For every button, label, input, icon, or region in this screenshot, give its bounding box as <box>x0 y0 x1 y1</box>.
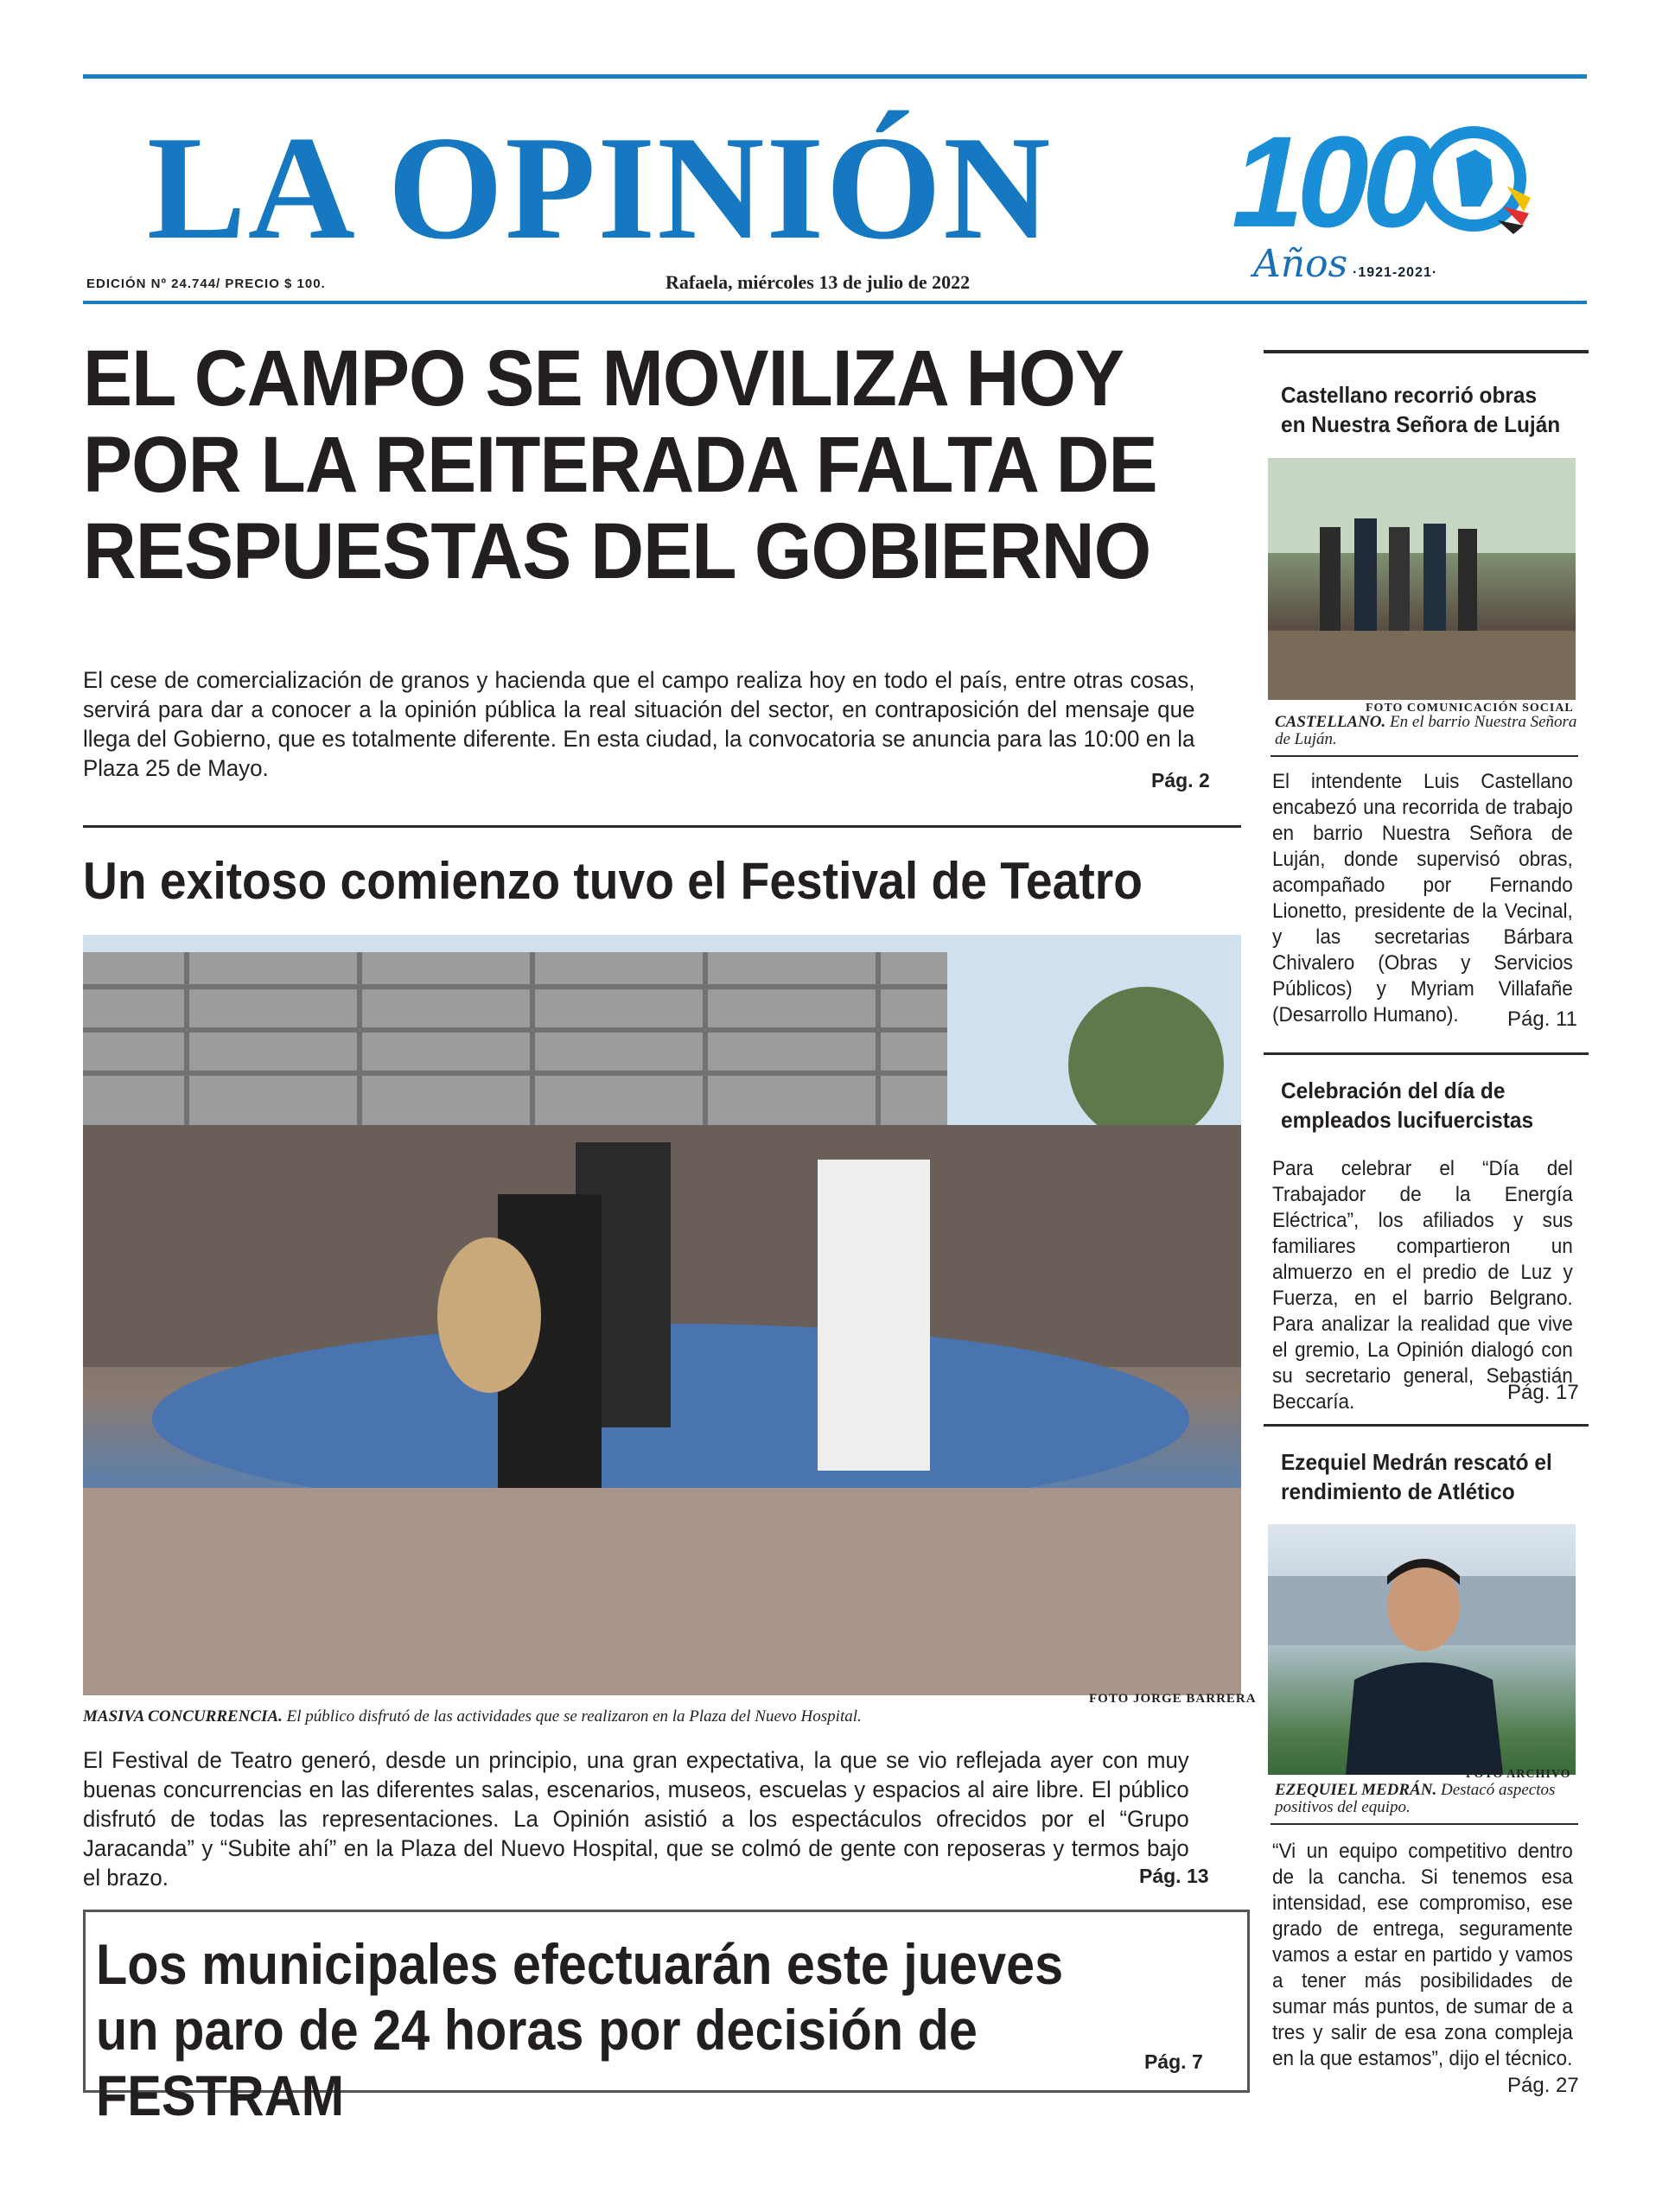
medran-body: “Vi un equipo competitivo dentro de la cancha. Si tenemos esa intensidad, ese compromiso, ese grado de entrega, seguramente vamos a estar en partido y vamos a tener más posibilidades de sumar más puntos, de sumar de a tres y salir de esa zona compleja en la que estamos”, dijo el técnico. <box>1272 1840 1573 2070</box>
castellano-photo <box>1268 458 1576 700</box>
festival-caption <box>83 1707 1241 1726</box>
municipales-headline: Los municipales efectuarán este jueves un paro de 24 horas por decisión de FESTRAM <box>96 1932 1064 2127</box>
medran-caption-bold: EZEQUIEL MEDRÁN. <box>1275 1781 1437 1799</box>
sidebar-rule-1 <box>1264 350 1589 353</box>
festival-photo-credit: FOTO JORGE BARRERA <box>1089 1692 1257 1706</box>
masthead-top-rule <box>83 74 1587 79</box>
castellano-photo-credit: FOTO COMUNICACIÓN SOCIAL <box>1366 702 1574 715</box>
medran-page-ref: Pág. 27 <box>1507 2074 1579 2097</box>
municipales-box <box>83 1910 1250 2127</box>
badge-years: ·1921-2021· <box>1353 265 1438 280</box>
festival-photo <box>83 935 1241 1695</box>
dateline: Rafaela, miércoles 13 de julio de 2022 <box>666 271 971 293</box>
festival-caption-bold: MASIVA CONCURRENCIA. <box>83 1707 283 1726</box>
medran-headline: Ezequiel Medrán rescató el rendimiento de Atlético <box>1281 1449 1552 1504</box>
castellano-headline: Castellano recorrió obras en Nuestra Señora de Luján <box>1281 382 1561 437</box>
municipales-page-ref: Pág. 7 <box>1144 2050 1203 2073</box>
sidebar-rule-2 <box>1264 1052 1589 1055</box>
festival-photo-scene <box>83 935 1241 1695</box>
castellano-photo-scene <box>1268 458 1576 700</box>
badge-anos: Años <box>1253 242 1348 286</box>
castellano-caption-rule <box>1271 755 1578 757</box>
medran-caption <box>1275 1782 1577 1816</box>
festival-caption-text: El público disfrutó de las actividades que se realizaron en la Plaza del Nuevo Hospital. <box>282 1707 862 1726</box>
festival-page-ref: Pág. 13 <box>1139 1865 1209 1887</box>
centenary-badge <box>1232 108 1538 307</box>
festival-headline: Un exitoso comienzo tuvo el Festival de Teatro <box>83 852 1143 910</box>
medran-photo-scene <box>1268 1524 1576 1775</box>
castellano-caption <box>1275 714 1577 748</box>
medran-photo <box>1268 1524 1576 1775</box>
castellano-caption-text: En el barrio Nuestra Señora de Luján. <box>1275 713 1577 748</box>
sidebar-rule-3 <box>1264 1424 1589 1427</box>
badge-number: 100 <box>1232 109 1428 254</box>
medran-caption-text: Destacó aspectos positivos del equipo. <box>1275 1781 1556 1816</box>
lucifuercistas-headline: Celebración del día de empleados lucifuercistas <box>1281 1077 1534 1133</box>
lucifuercistas-body: Para celebrar el “Día del Trabajador de la Energía Eléctrica”, los afiliados y sus familiares compartieron un almuerzo en el predio de Luz y Fuerza, en el barrio Belgrano. Para analizar la realidad que vive el gremio, La Opinión dialogó con su secretario general, Sebastián Beccaría. <box>1272 1157 1573 1414</box>
lead-divider <box>83 825 1241 828</box>
lead-page-ref: Pág. 2 <box>1151 769 1210 791</box>
medran-photo-credit: FOTO ARCHIVO <box>1466 1768 1571 1781</box>
badge-face-icon <box>1422 124 1534 236</box>
edition-price: EDICIÓN Nº 24.744/ PRECIO $ 100. <box>86 276 326 291</box>
lucifuercistas-page-ref: Pág. 17 <box>1507 1381 1579 1404</box>
festival-body: El Festival de Teatro generó, desde un principio, una gran expectativa, la que se vio reflejada ayer con muy buenas concurrencias en las diferentes salas, escenarios, museos, escuelas y espacios al aire libre. El público disfrutó de todas las representaciones. La Opinión asistió a los espectáculos ofrecidos por el “Grupo Jaracanda” y “Subite ahí” en la Plaza del Nuevo Hospital, que se colmó de gente con reposeras y termos bajo el brazo. <box>83 1747 1189 1891</box>
castellano-page-ref: Pág. 11 <box>1507 1007 1577 1031</box>
castellano-caption-bold: CASTELLANO. <box>1275 713 1386 731</box>
lead-headline <box>83 335 1160 594</box>
lead-body: El cese de comercialización de granos y hacienda que el campo realiza hoy en todo el país, entre otras cosas, servirá para dar a conocer a la opinión pública la real situación del sector, en contraposición del mensaje que llega del Gobierno, que es totalmente diferente. En esta ciudad, la convocatoria se anuncia para las 10:00 en la Plaza 25 de Mayo. <box>83 667 1195 781</box>
lead-headline-line-3: RESPUESTAS DEL GOBIERNO <box>83 507 1151 595</box>
masthead-bottom-rule <box>83 301 1587 304</box>
castellano-body: El intendente Luis Castellano encabezó una recorrida de trabajo en barrio Nuestra Señora de Luján, donde supervisó obras, acompañado por Fernando Lionetto, presidente de la Vecinal, y las secretarias Bárbara Chivalero (Obras y Servicios Públicos) y Myriam Villafañe (Desarrollo Humano). <box>1272 770 1573 1027</box>
masthead-title: LA OPINIÓN <box>147 106 1053 270</box>
medran-caption-rule <box>1271 1823 1578 1825</box>
lead-headline-line-1: EL CAMPO SE MOVILIZA HOY <box>83 334 1124 423</box>
lead-headline-line-2: POR LA REITERADA FALTA DE <box>83 421 1157 509</box>
